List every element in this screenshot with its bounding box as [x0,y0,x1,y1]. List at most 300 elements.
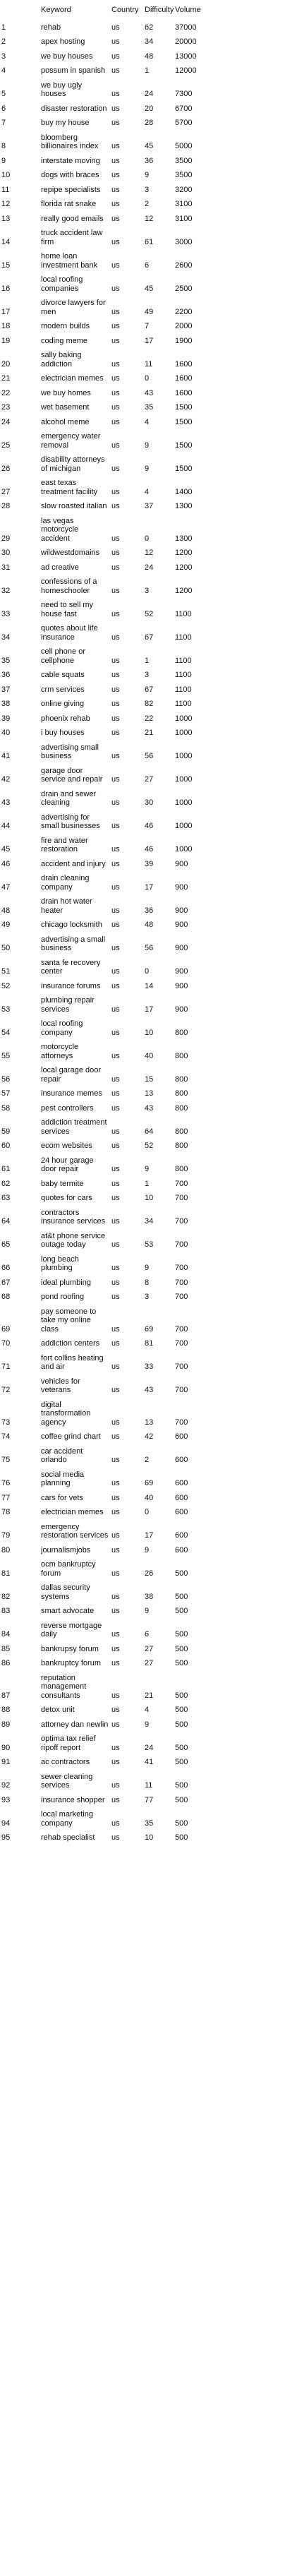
cell-keyword: really good emails [41,214,104,223]
cell-keyword: we buy homes [41,388,91,397]
cell-keyword: local roofing companies [41,275,83,293]
cell-country: us [111,1592,120,1601]
cell-index: 80 [1,1545,11,1554]
cell-keyword: sally baking addiction [41,351,82,369]
cell-country: us [111,845,120,853]
cell-country: us [111,502,120,510]
cell-index: 90 [1,1743,11,1752]
cell-difficulty: 35 [145,1819,154,1828]
cell-keyword: reverse mortgage daily [41,1621,102,1639]
table-row [0,1115,285,1139]
cell-difficulty: 24 [145,1743,154,1752]
cell-difficulty: 45 [145,284,154,293]
column-header-difficulty: Difficulty [145,6,174,14]
cell-index: 81 [1,1569,11,1578]
cell-country: us [111,1089,120,1098]
cell-volume: 600 [175,1508,188,1516]
table-row [0,1543,285,1558]
cell-keyword: interstate moving [41,156,100,165]
cell-volume: 800 [175,1165,188,1173]
table-row [0,1229,285,1252]
cell-country: us [111,1819,120,1828]
table-row [0,102,285,116]
table-row [0,697,285,712]
cell-volume: 1000 [175,822,193,830]
cell-keyword: repipe specialists [41,185,101,194]
cell-country: us [111,1240,120,1249]
cell-difficulty: 7 [145,322,150,330]
cell-country: us [111,944,120,952]
table-row [0,683,285,697]
cell-keyword: vehicles for veterans [41,1377,80,1394]
cell-country: us [111,119,120,127]
cell-index: 84 [1,1630,11,1639]
table-row [0,386,285,401]
cell-keyword: east texas treatment facility [41,479,98,496]
cell-index: 86 [1,1659,11,1667]
cell-difficulty: 56 [145,752,154,760]
cell-keyword: social media planning [41,1470,85,1487]
cell-volume: 500 [175,1607,188,1615]
cell-difficulty: 0 [145,534,150,543]
table-row [0,741,285,764]
table-row [0,621,285,645]
cell-country: us [111,1074,120,1084]
cell-index: 27 [1,487,11,496]
cell-difficulty: 34 [145,37,154,46]
table-row [0,1336,285,1351]
cell-index: 77 [1,1493,11,1502]
table-row [0,1581,285,1604]
cell-keyword: disaster restoration [41,104,107,113]
table-row [0,871,285,894]
cell-difficulty: 17 [145,1005,154,1014]
cell-keyword: emergency restoration services [41,1522,109,1540]
cell-keyword: santa fe recovery center [41,958,101,976]
cell-country: us [111,214,120,223]
cell-index: 95 [1,1833,11,1842]
cell-difficulty: 28 [145,119,154,127]
table-row [0,415,285,430]
cell-index: 25 [1,441,11,450]
cell-difficulty: 77 [145,1795,154,1804]
cell-country: us [111,752,120,760]
table-row [0,1718,285,1732]
cell-country: us [111,1743,120,1752]
cell-volume: 900 [175,882,188,892]
cell-keyword: buy my house [41,119,90,127]
cell-difficulty: 53 [145,1240,154,1249]
cell-volume: 800 [175,1103,188,1113]
cell-country: us [111,1456,120,1464]
cell-index: 17 [1,307,11,316]
cell-country: us [111,1479,120,1487]
cell-country: us [111,417,120,426]
cell-difficulty: 49 [145,307,154,316]
cell-index: 62 [1,1179,11,1188]
table-row [0,561,285,575]
cell-index: 51 [1,967,11,976]
cell-difficulty: 62 [145,23,154,32]
cell-index: 69 [1,1324,11,1334]
cell-keyword: plumbing repair services [41,996,95,1014]
cell-volume: 3100 [175,200,193,208]
cell-index: 4 [1,66,6,75]
table-row [0,49,285,64]
table-row [0,514,285,546]
column-header-index [0,4,40,20]
cell-volume: 1000 [175,714,193,723]
cell-volume: 1000 [175,798,193,807]
cell-difficulty: 9 [145,1545,150,1554]
cell-index: 63 [1,1194,11,1202]
cell-difficulty: 52 [145,609,154,618]
table-row [0,476,285,499]
cell-index: 28 [1,502,11,510]
cell-keyword: florida rat snake [41,200,97,208]
cell-difficulty: 27 [145,775,154,784]
cell-country: us [111,1531,120,1540]
cell-keyword: divorce lawyers for men [41,299,106,316]
cell-difficulty: 46 [145,822,154,830]
table-row [0,1619,285,1642]
cell-index: 12 [1,200,11,208]
table-row [0,1491,285,1506]
cell-volume: 20000 [175,37,197,46]
table-row [0,1086,285,1101]
cell-country: us [111,260,120,270]
cell-difficulty: 2 [145,200,150,208]
table-row [0,1703,285,1718]
cell-country: us [111,441,120,450]
cell-keyword: reputation management consultants [41,1673,87,1700]
cell-volume: 1100 [175,656,192,665]
cell-index: 8 [1,142,6,150]
cell-index: 18 [1,322,11,330]
cell-volume: 1600 [175,359,193,369]
cell-index: 39 [1,714,11,723]
table-row [0,1017,285,1040]
cell-index: 76 [1,1479,11,1487]
cell-difficulty: 69 [145,1479,154,1487]
cell-difficulty: 34 [145,1217,154,1226]
cell-keyword: fire and water restoration [41,836,88,853]
cell-volume: 5000 [175,142,193,150]
cell-index: 78 [1,1508,11,1516]
cell-difficulty: 43 [145,388,154,397]
table-row [0,993,285,1017]
cell-country: us [111,714,120,723]
cell-difficulty: 39 [145,859,154,868]
cell-keyword: rehab specialist [41,1833,95,1842]
cell-volume: 2200 [175,307,193,316]
cell-keyword: drain hot water heater [41,897,92,915]
cell-volume: 1500 [175,441,193,450]
cell-volume: 900 [175,981,188,990]
cell-country: us [111,1264,120,1272]
table-row [0,197,285,212]
cell-difficulty: 17 [145,882,154,892]
cell-volume: 1000 [175,752,193,760]
cell-country: us [111,1691,120,1700]
cell-country: us [111,822,120,830]
cell-index: 88 [1,1706,11,1714]
cell-difficulty: 9 [145,171,150,179]
cell-volume: 1100 [175,671,192,679]
cell-index: 92 [1,1781,11,1790]
cell-index: 30 [1,549,11,557]
cell-keyword: dogs with braces [41,171,99,179]
cell-keyword: quotes about life insurance [41,624,98,642]
cell-volume: 2000 [175,322,193,330]
cell-volume: 600 [175,1493,188,1502]
cell-index: 75 [1,1456,11,1464]
table-row [0,499,285,514]
cell-country: us [111,609,120,618]
cell-volume: 500 [175,1833,188,1842]
cell-keyword: bankrupsy forum [41,1644,99,1653]
column-header-keyword: Keyword [41,6,71,14]
cell-keyword: smart advocate [41,1607,95,1615]
cell-volume: 3200 [175,185,193,194]
cell-volume: 700 [175,1194,188,1202]
cell-difficulty: 17 [145,336,154,345]
table-row [0,1305,285,1337]
cell-country: us [111,685,120,694]
cell-keyword: apex hosting [41,37,85,46]
table-row [0,334,285,349]
table-row [0,400,285,415]
table-body [0,20,285,1845]
cell-index: 21 [1,374,11,383]
table-row [0,1557,285,1581]
cell-country: us [111,1194,120,1202]
cell-keyword: baby termite [41,1179,84,1188]
cell-keyword: accident and injury [41,859,106,868]
cell-country: us [111,1607,120,1615]
cell-index: 43 [1,798,11,807]
cell-difficulty: 11 [145,359,153,369]
cell-keyword: slow roasted italian [41,502,107,510]
cell-index: 47 [1,882,11,892]
cell-difficulty: 10 [145,1833,154,1842]
cell-country: us [111,1781,120,1790]
cell-index: 23 [1,403,11,412]
cell-index: 9 [1,156,6,165]
cell-keyword: dallas security systems [41,1583,90,1601]
cell-keyword: we buy ugly houses [41,80,83,98]
cell-difficulty: 33 [145,1362,154,1371]
cell-index: 5 [1,90,6,98]
table-row [0,212,285,227]
cell-index: 40 [1,729,11,737]
table-row [0,272,285,296]
cell-difficulty: 12 [145,214,154,223]
table-row [0,1671,285,1703]
cell-volume: 700 [175,1293,188,1301]
cell-difficulty: 21 [145,1691,154,1700]
cell-keyword: i buy houses [41,729,85,737]
cell-index: 53 [1,1005,11,1014]
cell-keyword: confessions of a homeschooler [41,577,97,595]
cell-index: 74 [1,1432,11,1441]
table-row [0,64,285,78]
cell-country: us [111,586,120,595]
cell-index: 56 [1,1074,11,1084]
cell-volume: 600 [175,1545,188,1554]
cell-index: 16 [1,284,11,293]
cell-keyword: ocm bankruptcy forum [41,1560,96,1578]
cell-index: 29 [1,534,11,543]
cell-difficulty: 9 [145,1165,150,1173]
cell-keyword: garage door service and repair [41,766,103,784]
cell-country: us [111,1508,120,1516]
cell-index: 33 [1,609,11,618]
cell-keyword: emergency water removal [41,432,101,450]
cell-volume: 700 [175,1386,188,1394]
table-row [0,726,285,741]
cell-index: 87 [1,1691,11,1700]
cell-difficulty: 0 [145,967,150,976]
cell-difficulty: 20 [145,104,154,113]
cell-difficulty: 3 [145,185,150,194]
cell-keyword: wildwestdomains [41,549,100,557]
cell-volume: 1300 [175,502,193,510]
cell-difficulty: 67 [145,685,154,694]
cell-keyword: fort collins heating and air [41,1353,104,1371]
cell-keyword: bloomberg billionaires index [41,133,99,150]
table-row [0,764,285,787]
table-row [0,1604,285,1619]
cell-country: us [111,1324,120,1334]
cell-country: us [111,967,120,976]
cell-difficulty: 1 [145,656,150,665]
cell-index: 38 [1,700,11,708]
cell-volume: 500 [175,1644,188,1653]
cell-difficulty: 27 [145,1644,154,1653]
cell-keyword: attorney dan newlin [41,1720,109,1729]
cell-difficulty: 36 [145,156,154,165]
cell-country: us [111,563,120,572]
cell-volume: 1000 [175,775,193,784]
cell-keyword: las vegas motorcycle accident [41,516,79,543]
table-row [0,1755,285,1770]
cell-volume: 1100 [175,685,192,694]
table-row [0,956,285,979]
cell-volume: 7300 [175,90,193,98]
cell-keyword: at&t phone service outage today [41,1231,106,1249]
table-row [0,1831,285,1845]
cell-keyword: pest controllers [41,1103,94,1113]
cell-keyword: addiction centers [41,1339,100,1348]
cell-country: us [111,700,120,708]
cell-index: 11 [1,185,10,194]
cell-country: us [111,336,120,345]
cell-difficulty: 61 [145,237,154,246]
cell-index: 44 [1,822,11,830]
cell-index: 70 [1,1339,11,1348]
cell-keyword: detox unit [41,1706,75,1714]
table-row [0,1374,285,1398]
table-row [0,1139,285,1154]
cell-volume: 900 [175,944,188,952]
cell-index: 57 [1,1089,11,1098]
cell-difficulty: 0 [145,374,150,383]
cell-volume: 1100 [175,609,192,618]
table-row [0,546,285,561]
cell-volume: 1100 [175,633,192,642]
table-row [0,1642,285,1657]
cell-country: us [111,1758,120,1766]
cell-country: us [111,1720,120,1729]
cell-difficulty: 8 [145,1278,150,1287]
cell-keyword: crm services [41,685,85,694]
cell-index: 49 [1,921,11,929]
cell-difficulty: 9 [145,1264,150,1272]
cell-index: 72 [1,1386,11,1394]
cell-country: us [111,906,120,915]
cell-country: us [111,1644,120,1653]
table-row [0,575,285,598]
cell-index: 94 [1,1819,11,1828]
cell-keyword: modern builds [41,322,90,330]
cell-index: 10 [1,171,11,179]
cell-country: us [111,185,120,194]
cell-keyword: local garage door repair [41,1066,102,1084]
cell-difficulty: 42 [145,1432,154,1441]
cell-country: us [111,1165,120,1173]
cell-index: 6 [1,104,6,113]
cell-volume: 700 [175,1362,188,1371]
cell-country: us [111,237,120,246]
cell-keyword: cars for vets [41,1493,83,1502]
cell-difficulty: 10 [145,1194,154,1202]
cell-volume: 600 [175,1456,188,1464]
cell-country: us [111,1545,120,1554]
cell-index: 66 [1,1264,11,1272]
cell-difficulty: 81 [145,1339,154,1348]
table-row [0,116,285,131]
table-row [0,712,285,726]
cell-index: 67 [1,1278,11,1287]
cell-volume: 800 [175,1074,188,1084]
column-header-volume: Volume [175,6,201,14]
table-row [0,1398,285,1430]
cell-index: 60 [1,1142,11,1150]
table-row [0,154,285,169]
cell-index: 13 [1,214,11,223]
cell-index: 93 [1,1795,11,1804]
cell-country: us [111,1493,120,1502]
cell-difficulty: 4 [145,1706,150,1714]
cell-keyword: cell phone or cellphone [41,647,85,665]
cell-difficulty: 0 [145,1508,150,1516]
cell-index: 1 [1,23,6,32]
cell-difficulty: 46 [145,845,154,853]
cell-country: us [111,1432,120,1441]
table-row [0,1290,285,1305]
table-row [0,810,285,834]
table-row [0,1101,285,1116]
cell-keyword: sewer cleaning services [41,1772,93,1790]
cell-volume: 2500 [175,284,193,293]
cell-keyword: coffee grind chart [41,1432,101,1441]
cell-index: 59 [1,1127,11,1136]
cell-volume: 500 [175,1743,188,1752]
cell-index: 41 [1,752,11,760]
table-row [0,1444,285,1468]
cell-country: us [111,1051,120,1060]
